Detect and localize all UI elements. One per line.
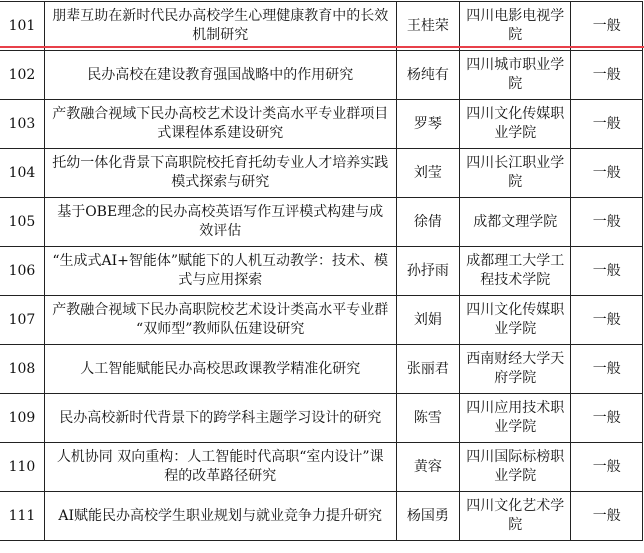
table-row (0, 296, 643, 345)
applicant-name: 张丽君 (396, 345, 460, 394)
table-row (0, 394, 643, 443)
applicant-name: 孙抒雨 (396, 247, 460, 296)
project-level: 一般 (571, 247, 643, 296)
table-row (0, 247, 643, 296)
project-level: 一般 (571, 443, 643, 492)
applicant-name: 杨纯有 (396, 51, 460, 100)
project-level: 一般 (571, 492, 643, 541)
project-level: 一般 (571, 149, 643, 198)
applicant-name: 刘娟 (396, 296, 460, 345)
project-title: AI赋能民办高校学生职业规划与就业竞争力提升研究 (44, 492, 396, 541)
institution: 成都文理学院 (460, 198, 571, 247)
project-level: 一般 (571, 296, 643, 345)
applicant-name: 黄容 (396, 443, 460, 492)
project-title: 民办高校在建设教育强国战略中的作用研究 (44, 51, 396, 100)
applicant-name: 罗琴 (396, 100, 460, 149)
project-title: 托幼一体化背景下高职院校托育托幼专业人才培养实践模式探索与研究 (44, 149, 396, 198)
applicant-name: 徐倩 (396, 198, 460, 247)
row-number: 109 (0, 394, 44, 443)
row-number: 110 (0, 443, 44, 492)
project-level: 一般 (571, 198, 643, 247)
project-table (0, 1, 643, 541)
institution: 四川城市职业学院 (460, 51, 571, 100)
project-title: 基于OBE理念的民办高校英语写作互评模式构建与成效评估 (44, 198, 396, 247)
institution: 成都理工大学工程技术学院 (460, 247, 571, 296)
institution: 四川文化艺术学院 (460, 492, 571, 541)
project-level: 一般 (571, 100, 643, 149)
table-row (0, 100, 643, 149)
project-title: 产教融合视域下民办高职院校艺术设计类高水平专业群 “双师型”教师队伍建设研究 (44, 296, 396, 345)
table-row (0, 2, 643, 51)
project-level: 一般 (571, 51, 643, 100)
applicant-name: 杨国勇 (396, 492, 460, 541)
table-body (0, 2, 643, 541)
table-row (0, 492, 643, 541)
institution: 四川长江职业学院 (460, 149, 571, 198)
table-row (0, 198, 643, 247)
row-number: 102 (0, 51, 44, 100)
table-row (0, 51, 643, 100)
row-number: 108 (0, 345, 44, 394)
table-row (0, 149, 643, 198)
row-number: 103 (0, 100, 44, 149)
row-number: 104 (0, 149, 44, 198)
institution: 西南财经大学天府学院 (460, 345, 571, 394)
project-title: 民办高校新时代背景下的跨学科主题学习设计的研究 (44, 394, 396, 443)
institution: 四川电影电视学院 (460, 2, 571, 51)
red-annotation-line (0, 46, 644, 48)
project-level: 一般 (571, 394, 643, 443)
project-level: 一般 (571, 345, 643, 394)
institution: 四川文化传媒职业学院 (460, 100, 571, 149)
applicant-name: 陈雪 (396, 394, 460, 443)
row-number: 101 (0, 2, 44, 51)
row-number: 111 (0, 492, 44, 541)
row-number: 105 (0, 198, 44, 247)
project-title: 朋辈互助在新时代民办高校学生心理健康教育中的长效机制研究 (44, 2, 396, 51)
table-row (0, 443, 643, 492)
institution: 四川应用技术职业学院 (460, 394, 571, 443)
project-title: 人工智能赋能民办高校思政课教学精准化研究 (44, 345, 396, 394)
applicant-name: 王桂荣 (396, 2, 460, 51)
row-number: 106 (0, 247, 44, 296)
row-number: 107 (0, 296, 44, 345)
project-title: 产教融合视域下民办高校艺术设计类高水平专业群项目式课程体系建设研究 (44, 100, 396, 149)
project-level: 一般 (571, 2, 643, 51)
table-row (0, 345, 643, 394)
project-title: 人机协同 双向重构：人工智能时代高职“室内设计”课程的改革路径研究 (44, 443, 396, 492)
institution: 四川文化传媒职业学院 (460, 296, 571, 345)
project-title: “生成式AI+智能体”赋能下的人机互动教学：技术、模式与应用探索 (44, 247, 396, 296)
applicant-name: 刘莹 (396, 149, 460, 198)
institution: 四川国际标榜职业学院 (460, 443, 571, 492)
